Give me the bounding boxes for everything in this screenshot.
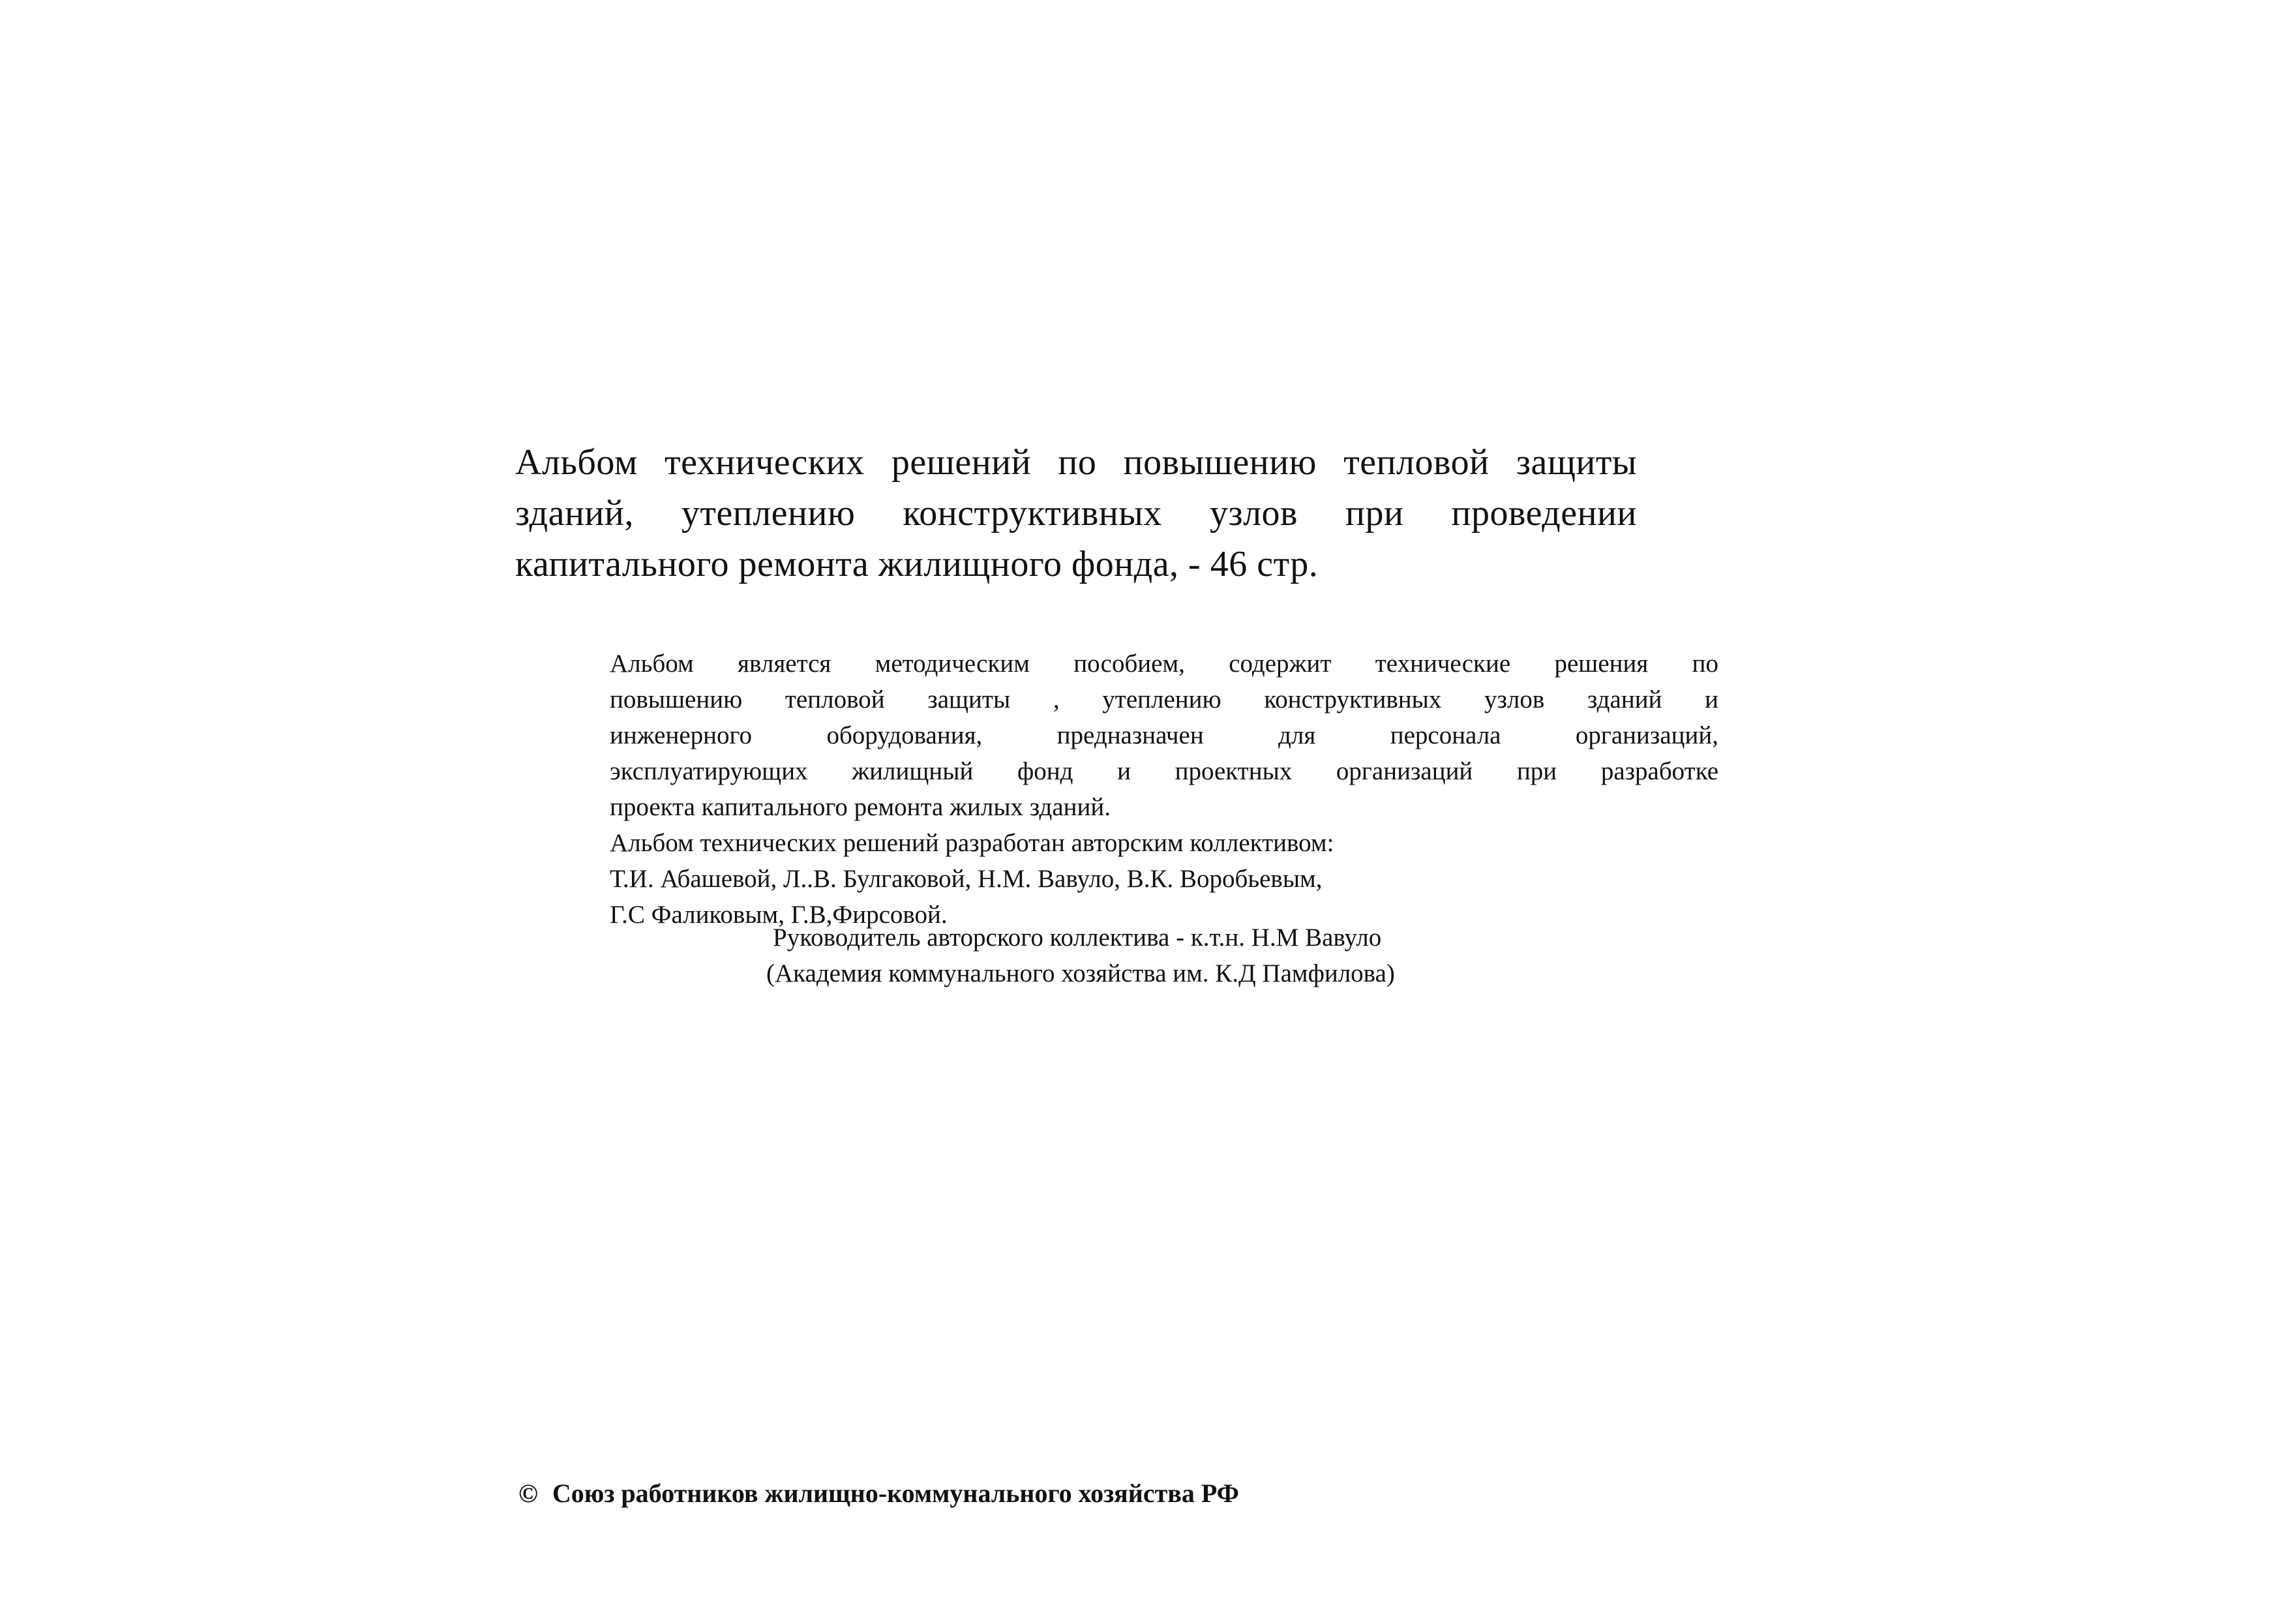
authors-list-2: Г.С Фаликовым, Г.В,Фирсовой. bbox=[610, 901, 948, 929]
abstract bbox=[610, 646, 1718, 933]
document-title bbox=[515, 437, 1637, 590]
abstract-line-2: повышению тепловой защиты , утеплению конструктивных узлов зданий и bbox=[610, 685, 1718, 714]
abstract-line-5: проекта капитального ремонта жилых зданий. bbox=[610, 793, 1111, 821]
abstract-line-3: инженерного оборудования, предназначен для персонала организаций, bbox=[610, 721, 1718, 749]
copyright-icon: © bbox=[518, 1479, 538, 1508]
team-leader-name: Руководитель авторского коллектива - к.т.н. Н.М Вавуло bbox=[773, 924, 1382, 952]
team-leader-affiliation: (Академия коммунального хозяйства им. К.Д Памфилова) bbox=[766, 959, 1395, 987]
abstract-line-4: эксплуатирующих жилищный фонд и проектных организаций при разработке bbox=[610, 757, 1718, 785]
team-leader bbox=[766, 920, 1621, 991]
authors-intro: Альбом технических решений разработан авторским коллективом: bbox=[610, 829, 1334, 857]
title-line-2: зданий, утеплению конструктивных узлов при проведении bbox=[515, 493, 1637, 534]
copyright-text: Союз работников жилищно-коммунального хозяйства РФ bbox=[552, 1479, 1239, 1508]
title-line-1: Альбом технических решений по повышению тепловой защиты bbox=[515, 442, 1637, 483]
title-line-3: капитального ремонта жилищного фонда, - 46 стр. bbox=[515, 544, 1319, 584]
copyright-notice bbox=[518, 1475, 1239, 1512]
authors-list-1: Т.И. Абашевой, Л..В. Булгаковой, Н.М. Вавуло, В.К. Воробьевым, bbox=[610, 865, 1323, 893]
abstract-line-1: Альбом является методическим пособием, содержит технические решения по bbox=[610, 650, 1718, 678]
